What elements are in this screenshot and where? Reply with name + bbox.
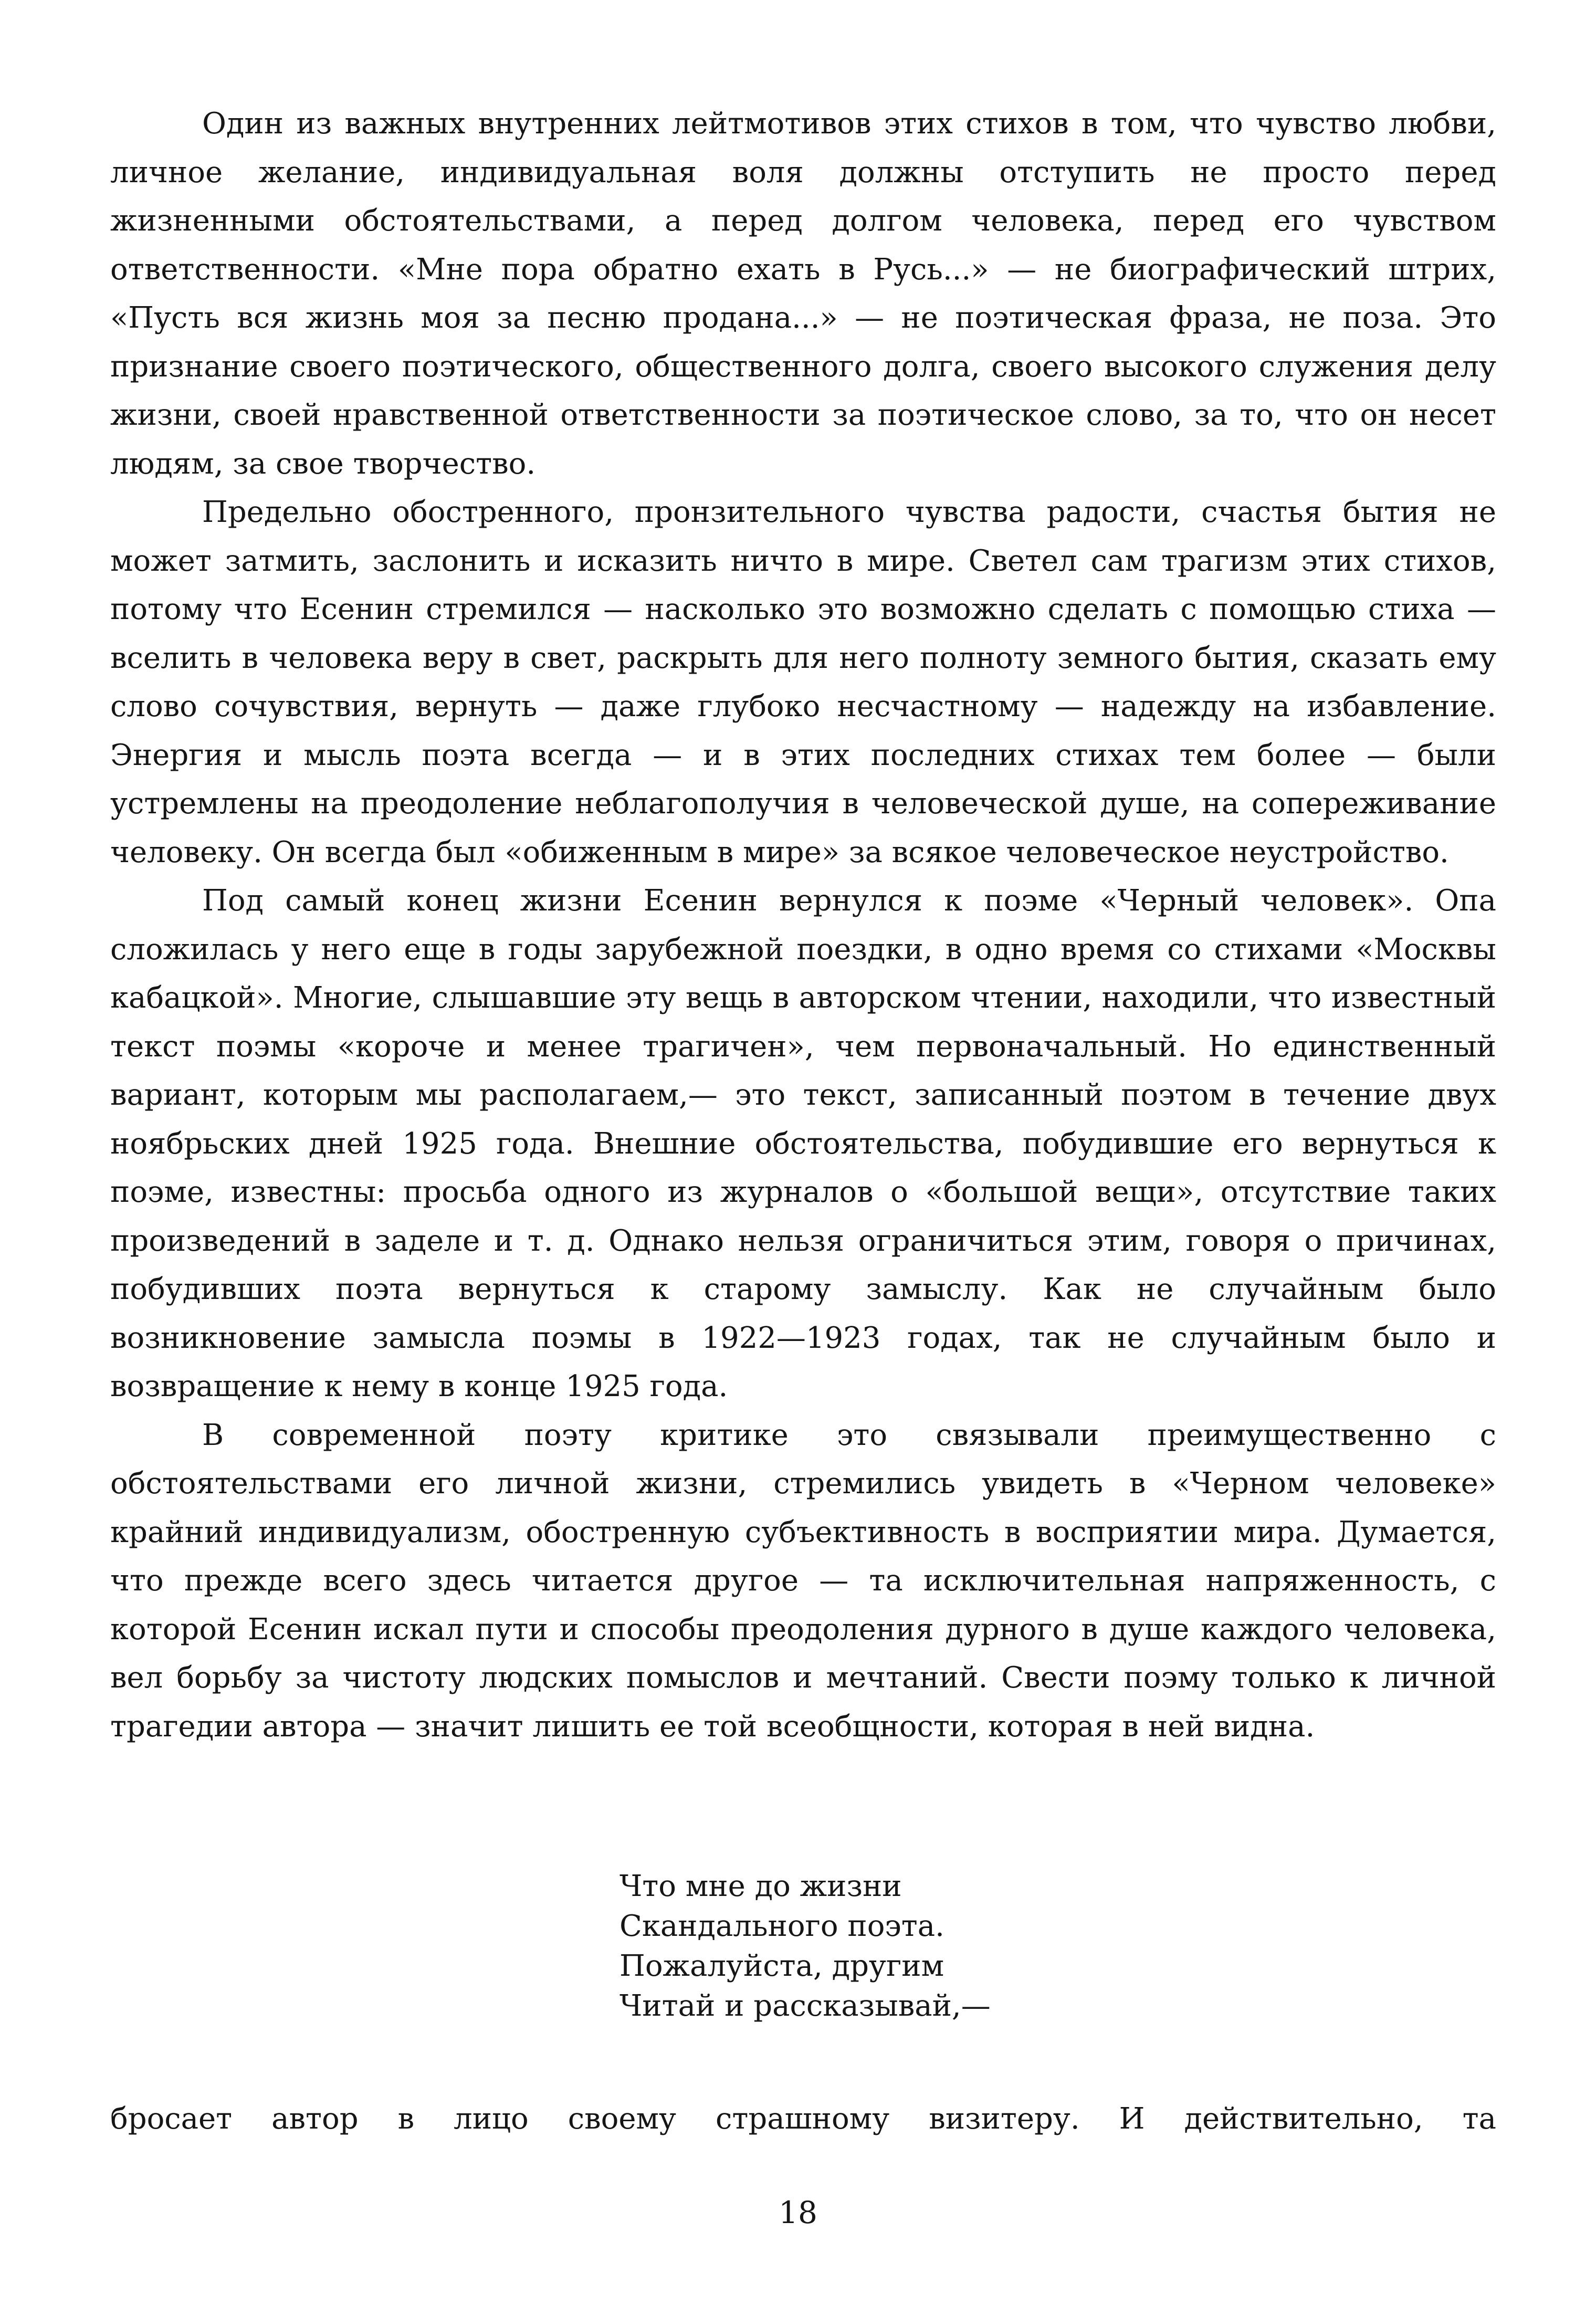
poem-line: Читай и рассказывай,— [620,1989,991,2023]
paragraph: В современной поэту критике это связывали преимущественно с обстоятельствами его личной жизни, стремились увидеть в «Черном человеке» крайний индивидуализм, обостренную субъективность в восприятии мира. Думается, что прежде всего здесь читается другое — та исключительная напряженность, с которой Есенин искал пути и способы преодоления дурного в душе каждого человека, вел борьбу за чистоту людских помыслов и мечтаний. Свести поэму только к личной трагедии автора — значит лишить ее той всеобщности, которая в ней видна. [110,1418,1496,1744]
poem-line: Пожалуйста, другим [620,1949,944,1983]
paragraph: Предельно обостренного, пронзительного чувства радости, счастья бытия не может затмить, заслонить и исказить ничто в мире. Светел сам трагизм этих стихов, потому что Есенин стремился — насколько это возможно сделать с помощью стиха — вселить в человека веру в свет, раскрыть для него полноту земного бытия, сказать ему слово сочувствия, вернуть — даже глубоко несчастному — надежду на избавление. Энергия и мысль поэта всегда — и в этих последних стихах тем более — были устремлены на преодоление неблагополучия в человеческой душе, на сопереживание человеку. Он всегда был «обиженным в мире» за всякое человеческое неустройство. [110,495,1496,869]
poem-line: Скандального поэта. [620,1909,944,1943]
poem-line: Что мне до жизни [620,1869,902,1903]
paragraph: Под самый конец жизни Есенин вернулся к поэме «Черный человек». Опа сложилась у него еще в годы зарубежной поездки, в одно время со стихами «Москвы кабацкой». Многие, слышавшие эту вещь в авторском чтении, находили, что известный текст поэмы «короче и менее трагичен», чем первоначальный. Но единственный вариант, которым мы располагаем,— это текст, записанный поэтом в течение двух ноябрьских дней 1925 года. Внешние обстоятельства, побудившие его вернуться к поэме, известны: просьба одного из журналов о «большой вещи», отсутствие таких произведений в заделе и т. д. Однако нельзя ограничиться этим, говоря о причинах, побудивших поэта вернуться к старому замыслу. Как не случайным было возникновение замысла поэмы в 1922—1923 годах, так не случайным было и возвращение к нему в конце 1925 года. [110,884,1496,1403]
paragraph-continuation: бросает автор в лицо своему страшному визитеру. И действительно, та [110,2102,1496,2136]
poem-quote [620,1867,991,2026]
page-number: 18 [779,2195,817,2230]
body-text [110,100,1496,1751]
paragraph: Один из важных внутренних лейтмотивов этих стихов в том, что чувство любви, личное желание, индивидуальная воля должны отступить не просто перед жизненными обстоятельствами, а перед долгом человека, перед его чувством ответственности. «Мне пора обратно ехать в Русь...» — не биографический штрих, «Пусть вся жизнь моя за песню продана...» — не поэтическая фраза, не поза. Это признание своего поэтического, общественного долга, своего высокого служения делу жизни, своей нравственной ответственности за поэтическое слово, за то, что он несет людям, за свое творчество. [110,107,1496,481]
